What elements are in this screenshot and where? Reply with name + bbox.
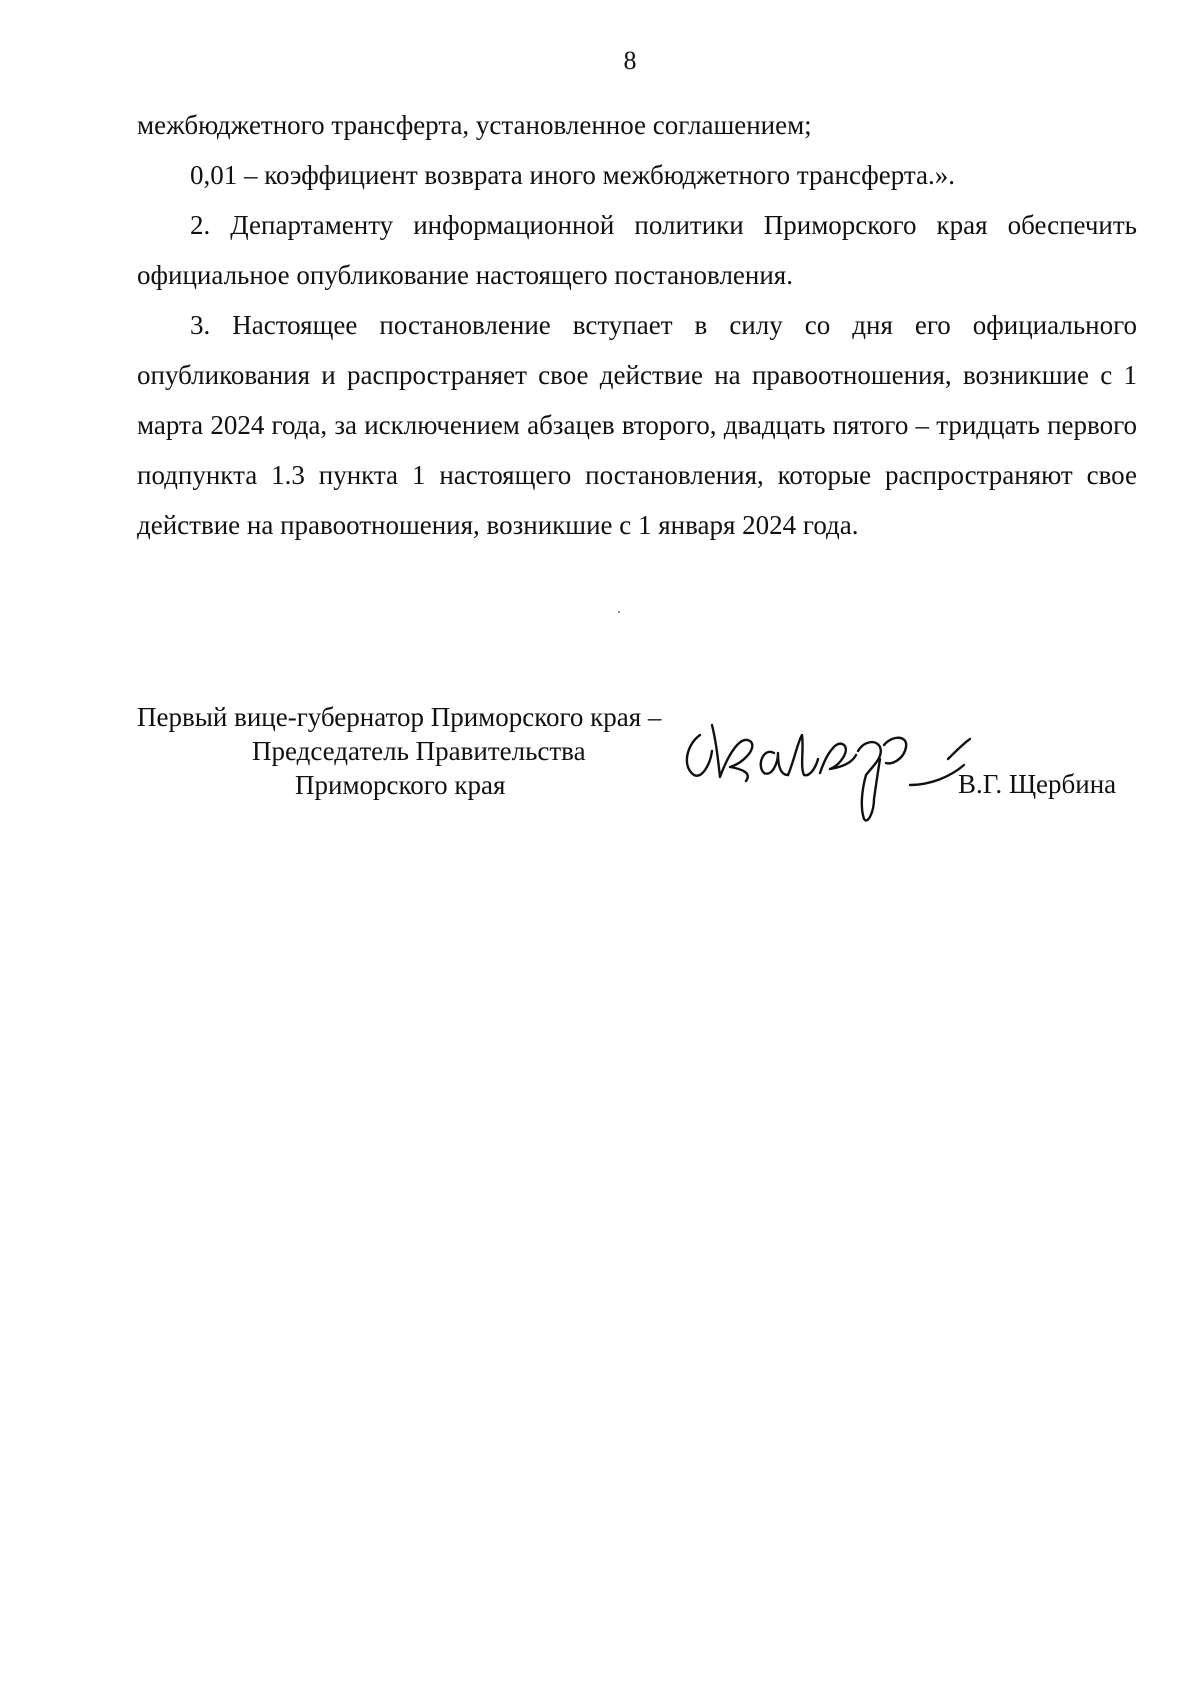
document-body [137,100,1137,550]
paragraph-coefficient: 0,01 – коэффициент возврата иного межбюджетного трансферта.». [190,160,956,190]
signer-name: В.Г. Щербина [958,769,1117,799]
position-line-1: Первый вице-губернатор Приморского края – [137,702,662,732]
signatory-position [137,700,661,802]
position-line-2: Председатель Правительства [252,736,586,766]
handwritten-signature [680,715,990,835]
paragraph-item-2: 2. Департаменту информационной политики Приморского края обеспечить официальное опубликование настоящего постановления. [137,210,1137,290]
paragraph-item-3: 3. Настоящее постановление вступает в силу со дня его официального опубликования и распространяет свое действие на правоотношения, возникшие с 1 марта 2024 года, за исключением абзацев второго, двадцать пятого – тридцать первого подпункта 1.3 пункта 1 настоящего постановления, которые распространяют свое действие на правоотношения, возникшие с 1 января 2024 года. [137,310,1137,540]
paragraph-continuation: межбюджетного трансферта, установленное соглашением; [137,110,812,140]
scan-speck [618,611,620,613]
page-number: 8 [623,46,637,75]
position-line-3: Приморского края [295,770,506,800]
